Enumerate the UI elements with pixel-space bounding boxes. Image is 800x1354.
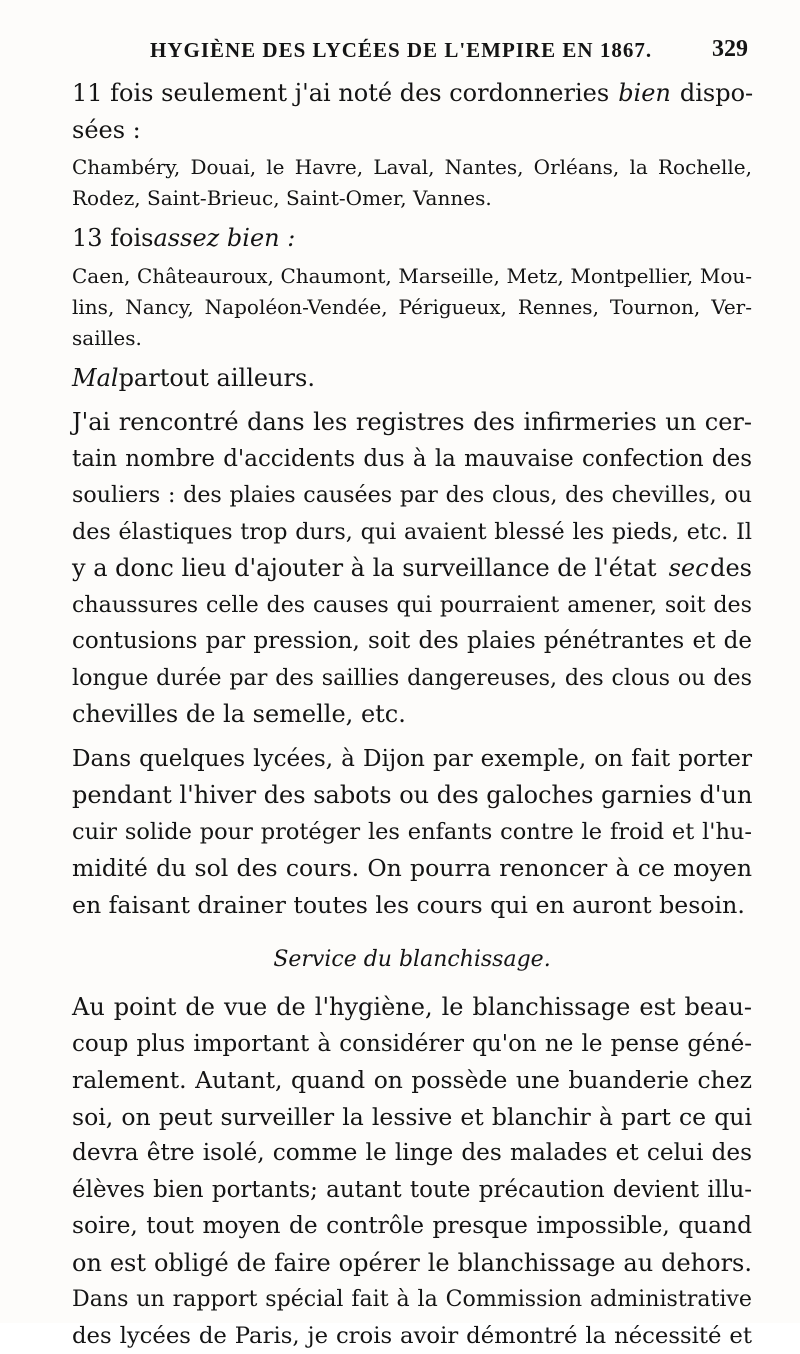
text-line [72, 1099, 752, 1136]
text-line [72, 1172, 752, 1209]
text-line [72, 777, 752, 814]
text-line [72, 152, 752, 183]
line-text: Dans quelques lycées, à Dijon par exemple, on fait porter [72, 741, 752, 778]
line-text: chevilles de la semelle, etc. [72, 696, 406, 733]
text-line [72, 477, 752, 514]
text-line [72, 1026, 752, 1063]
line-text: sailles. [72, 323, 142, 354]
line-text: longue durée par des saillies dangereuses, des clous ou des [72, 660, 752, 697]
line-text: tain nombre d'accidents dus à la mauvaise confection des [72, 441, 752, 478]
italic-word: Mal [72, 360, 119, 397]
city-list-well [72, 152, 752, 214]
line-text: soi, on peut surveiller la lessive et blanchir à part ce qui [72, 1099, 752, 1136]
text-line [72, 1062, 752, 1099]
text-line [72, 660, 752, 697]
line-text: 11 fois seulement j'ai noté des cordonneries [72, 75, 609, 112]
line-text: contusions par pression, soit des plaies pénétrantes et de [72, 623, 752, 660]
line-text: pendant l'hiver des sabots ou des galoches garnies d'un [72, 777, 752, 814]
text-line [72, 112, 752, 149]
line-text: élèves bien portants; autant toute précaution devient illu- [72, 1172, 752, 1209]
line-text: coup plus important à considérer qu'on ne le pense géné- [72, 1026, 752, 1063]
line-text: on est obligé de faire opérer le blanchissage au dehors. [72, 1245, 752, 1282]
text-line [72, 814, 752, 851]
text-line [72, 220, 752, 257]
line-text: midité du sol des cours. On pourra renoncer à ce moyen [72, 850, 752, 887]
line-text: Caen, Châteauroux, Chaumont, Marseille, Metz, Montpellier, Mou- [72, 261, 752, 292]
text-line [72, 850, 752, 887]
line-text: ralement. Autant, quand on possède une buanderie chez [72, 1062, 752, 1099]
line-text: des lycées de Paris, je crois avoir démontré la nécessité et [72, 1318, 752, 1354]
line-text: Rodez, Saint-Brieuc, Saint-Omer, Vannes. [72, 183, 492, 214]
text-line [72, 989, 752, 1026]
line-text: sées : [72, 112, 141, 149]
text-line [72, 261, 752, 292]
line-text: y a donc lieu d'ajouter à la surveillance de l'état [72, 550, 657, 587]
text-line [72, 360, 752, 397]
line-text: J'ai rencontré dans les registres des infirmeries un cer- [72, 404, 752, 441]
text-line [72, 696, 752, 733]
text-line [72, 741, 752, 778]
line-text: devra être isolé, comme le linge des malades et celui des [72, 1135, 752, 1172]
text-line [72, 514, 752, 551]
line-text: partout ailleurs. [119, 360, 315, 397]
section-heading: Service du blanchissage. [72, 935, 752, 985]
line-text: cuir solide pour protéger les enfants contre le froid et l'hu- [72, 814, 752, 851]
line-text: soire, tout moyen de contrôle presque impossible, quand [72, 1208, 752, 1245]
running-head [0, 28, 800, 68]
text-line [72, 623, 752, 660]
text-line [72, 404, 752, 441]
line-text: en faisant drainer toutes les cours qui en auront besoin. [72, 887, 745, 924]
text-line [72, 183, 752, 214]
text-line [72, 323, 752, 354]
text-line [72, 1281, 752, 1318]
line-text: lins, Nancy, Napoléon-Vendée, Périgueux, Rennes, Tournon, Ver- [72, 292, 752, 323]
line-text: dispo- [680, 75, 753, 112]
line-text: des élastiques trop durs, qui avaient blessé les pieds, etc. Il [72, 514, 752, 551]
italic-phrase: assez bien : [154, 220, 296, 257]
city-list-fair [72, 261, 752, 354]
text-line [72, 292, 752, 323]
line-text: Au point de vue de l'hygiène, le blanchissage est beau- [72, 989, 752, 1026]
text-line [72, 1245, 752, 1282]
text-line [72, 75, 752, 112]
text-line [72, 587, 752, 624]
text-line [72, 1135, 752, 1172]
text-line [72, 550, 752, 587]
line-text: chaussures celle des causes qui pourraient amener, soit des [72, 587, 752, 624]
page-number: 329 [712, 36, 748, 63]
running-title: HYGIÈNE DES LYCÉES DE L'EMPIRE EN 1867. [150, 38, 652, 63]
text-line [72, 441, 752, 478]
line-text: 13 fois [72, 220, 154, 257]
italic-word: bien [618, 79, 671, 107]
line-text: Chambéry, Douai, le Havre, Laval, Nantes, Orléans, la Rochelle, [72, 152, 752, 183]
text-line [72, 887, 752, 924]
page-body [72, 75, 752, 1354]
text-line [72, 1208, 752, 1245]
line-text: Dans un rapport spécial fait à la Commission administrative [72, 1281, 752, 1318]
line-text: souliers : des plaies causées par des clous, des chevilles, ou [72, 477, 752, 514]
italic-word: sec [669, 554, 709, 582]
line-text: des [710, 550, 752, 587]
